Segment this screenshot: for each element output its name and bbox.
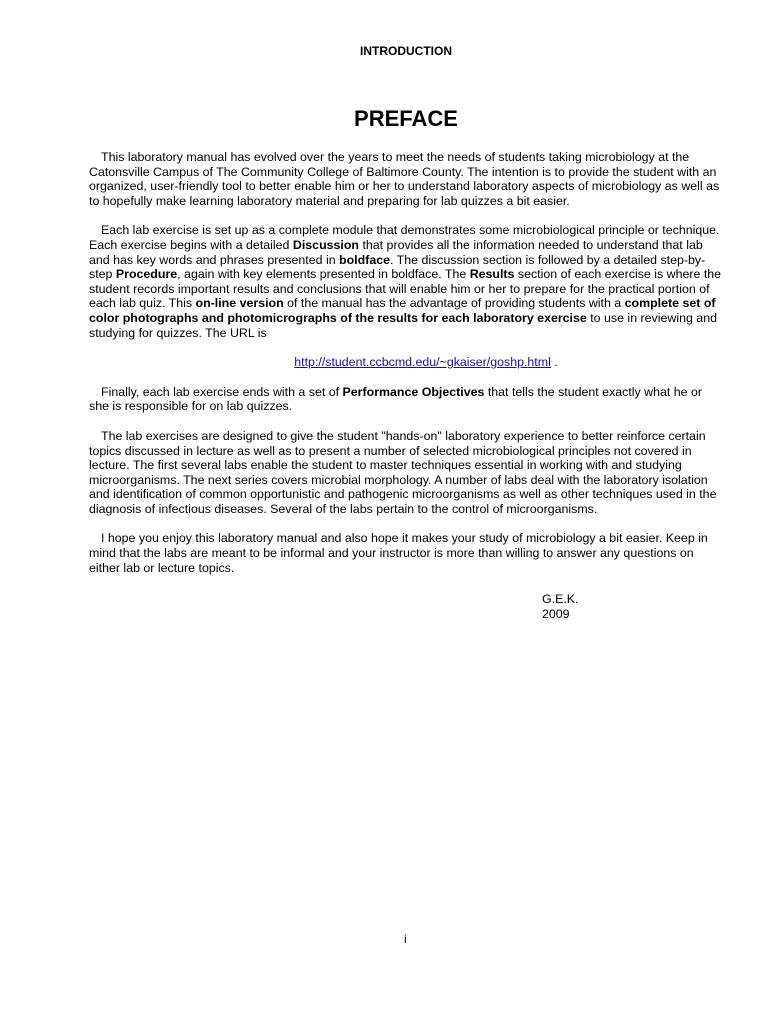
paragraph-3 <box>89 385 723 414</box>
section-heading: INTRODUCTION <box>360 44 452 58</box>
url-suffix: . <box>550 355 558 370</box>
page-number: i <box>404 932 407 946</box>
preface-body <box>89 150 723 590</box>
text-span: section of each exercise is where the student records important results and conclusions that will enable him or her to prepare for the practical portion of each lab quiz. This <box>89 267 722 311</box>
paragraph-4: The lab exercises are designed to give the student "hands-on" laboratory experience to better reinforce certain topics discussed in lecture as well as to present a number of selected microbiological principles not covered in lecture. The first several labs enable the student to master techniques essential in working with and studying microorganisms. The next series covers microbial morphology. A number of labs deal with the laboratory isolation and identification of common opportunistic and pathogenic microorganisms as well as other techniques used in the diagnosis of infectious diseases. Several of the labs pertain to the control of microorganisms. <box>89 428 717 516</box>
bold-term-online-version: on-line version <box>195 296 284 311</box>
signature-initials: G.E.K. <box>542 592 579 606</box>
signature-year: 2009 <box>542 606 570 621</box>
text-span: that tells the student exactly what he or she is responsible for on lab quizzes. <box>89 384 703 414</box>
url-line <box>89 355 723 370</box>
paragraph-1: This laboratory manual has evolved over the years to meet the needs of students taking microbiology at the Catonsville Campus of The Community College of Baltimore County. The intention is to provide the student with an organized, user-friendly tool to better enable him or her to understand laboratory aspects of microbiology as well as to hopefully make learning laboratory material and preparing for lab quizzes a bit easier. <box>89 150 720 208</box>
text-span: that provides all the information needed to understand that lab and has key words and phrases presented in <box>89 237 703 267</box>
text-span: to use in reviewing and studying for quizzes. The URL is <box>89 310 717 340</box>
signature-block <box>542 592 579 621</box>
bold-term-results: Results <box>469 267 515 282</box>
bold-term-boldface: boldface <box>339 252 390 267</box>
bold-term-discussion: Discussion <box>292 237 359 252</box>
text-span: of the manual has the advantage of providing students with a <box>283 296 625 311</box>
paragraph-5: I hope you enjoy this laboratory manual and also hope it makes your study of microbiology a bit easier. Keep in mind that the labs are meant to be informal and your instructor is more than willing to answer any questions on either lab or lecture topics. <box>89 531 708 575</box>
text-span: Finally, each lab exercise ends with a set of <box>101 384 343 399</box>
text-span: . The discussion section is followed by a detailed step-by-step <box>89 252 706 282</box>
bold-term-photographs: complete set of color photographs and photomicrographs of the results for each laboratory exercise <box>89 296 716 325</box>
bold-term-procedure: Procedure <box>115 267 178 282</box>
page-title: PREFACE <box>354 106 458 131</box>
text-span: Each lab exercise is set up as a complete module that demonstrates some microbiological principle or technique. Each exercise begins with a detailed <box>89 223 720 252</box>
paragraph-2 <box>89 223 723 340</box>
bold-term-performance-objectives: Performance Objectives <box>342 384 485 399</box>
manual-url-link[interactable]: http://student.ccbcmd.edu/~gkaiser/goshp.html <box>294 355 551 370</box>
text-span: , again with key elements presented in boldface. The <box>177 267 470 282</box>
